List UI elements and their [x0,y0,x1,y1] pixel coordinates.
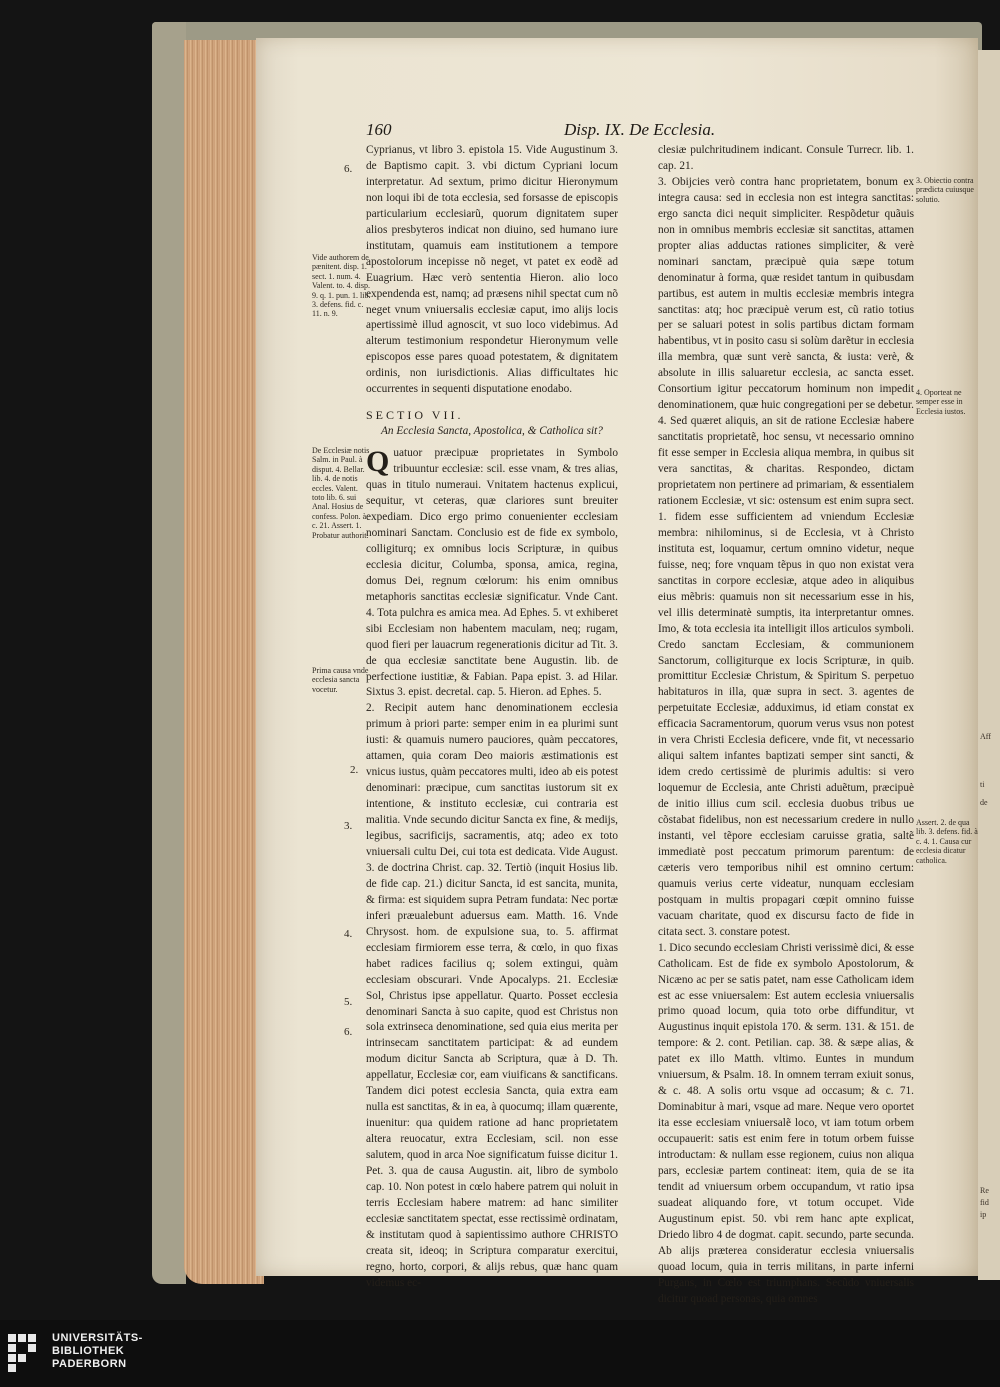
margin-number: 5. [344,996,353,1008]
paragraph: clesiæ pulchritudinem indicant. Consule Turrecr. lib. 1. cap. 21. [658,144,914,172]
running-title: Disp. IX. De Ecclesia. [564,120,716,139]
library-logo-icon [6,1330,50,1380]
margin-note: De Ecclesiæ notis Salm. in Paul. à disput. 4. Bellar. lib. 4. de notis eccles. Valent. toto lib. 6. sui Anal. Hosius de confess. Polon. à c. 21. Assert. 1. Probatur authorit. [312,446,370,540]
facing-fragment: Aff [980,732,991,741]
right-column [658,143,914,1308]
margin-number: 2. [350,764,359,776]
margin-number: 6. [344,163,353,175]
paragraph-text: uatuor præcipuæ proprietates in Symbolo tribuuntur ecclesiæ: scil. esse vnam, & tres alias, quas in titulo numeraui. Vnitatem hactenus explicui, sequitur, vt ceteras, quæ clariores sunt breuiter expediam. Dico ergo primo conuenienter ecclesiam nominari Sanctam. Conclusio est de fide ex symbolo, colligiturq; ex omnibus locis Scripturæ, in quibus ecclesia dicitur, Columba, sponsa, amica, regina, domus Dei, regnum cœlorum: his enim omnibus metaphoris sanctitas ecclesiæ significatur. Vnde Cant. 4. Tota pulchra es amica mea. Ad Ephes. 5. vt exhiberet sibi Ecclesiam non habentem maculam, neq; rugam, quod fieri per lauacrum regenerationis dicitur ad Tit. 3. de qua ecclesiæ sanctitate bene Augustin. lib. de perfectione iustitiæ, & Fabian. Papa epist. 3. ad Hilar. Sixtus 3. epist. decretal. cap. 5. Hieron. ad Ephes. 5. [366,447,618,699]
facing-fragment: de [980,798,988,807]
page-fore-edge [184,40,264,1284]
margin-note: Prima causa vnde ecclesia sancta vocetur. [312,666,369,694]
facing-page-edge [978,50,1000,1280]
running-head [256,120,978,144]
left-column [366,143,618,1292]
book-cover-spine [152,22,186,1284]
facing-fragment: fid [980,1198,989,1207]
margin-number: 6. [344,1026,353,1038]
section-heading: SECTIO VII. [366,408,464,423]
margin-number: 3. [344,820,353,832]
margin-note: 4. Oporteat ne semper esse in Ecclesia iustos. [916,388,966,416]
drop-capital: Q [366,445,390,479]
library-name [52,1332,143,1371]
facing-fragment: ti [980,780,985,789]
paragraph: 2. Recipit autem hanc denominationem ecclesia primum à priori parte: semper enim in ea plurimi sunt iusti: & quamuis numero pauciores, quàm peccatores, attamen, quia coram Deo maioris æstimationis est vnicus iustus, quàm peccatores multi, ideo ab eis potest denominari: præcipue, cum sanctitas iustorum sit ex intentione, & instituto ecclesiæ, cui contraria est malitia. Vnde secundo dicitur Sancta ex fine, & medijs, legibus, sacrificijs, sacramentis, atq; adeo ex toto vniuersali cultu Dei, cui tota est dedicata. Vide August. 3. de doctrina Christ. cap. 32. Tertiò (inquit Hosius lib. de fide cap. 21.) dicitur Sancta, id est sancita, munita, & firma: est siquidem supra Petram fundata: Nec portæ inferi præualebunt aduersus eam. Matth. 16. Vnde Chrysost. hom. de expulsione sua, to. 5. affirmat ecclesiam firmiorem esse terra, & cœlo, in quo fixas habet radices facilius q; solem extingui, quàm ecclesiam obscurari. Vnde Apocalyps. 21. Ecclesiæ Sol, Christus ipse appellatur. Quarto. Posset ecclesia denominari Sancta à suo capite, quod est Christus non sola extrinseca denominatione, sed quia eius merita per intrinsecam sanctitatem participat: & ad eundem modum dicitur Sancta ab Scriptura, quæ à D. Th. appellatur, Ecclesiæ cor, eam viuificans & sanctificans. Tandem dici potest ecclesia Sancta, quia extra eam nulla est sanctitas, & in ea, à quocumq; illam quærente, inuenitur: qua quidem ratione ad hanc proprietatem altera reuocatur, extra Ecclesiam, scil. non esse salutem, quod in arca Noe significatum fuisse dicitur 1. Pet. 3. qua de causa Augustin. ait, libro de symbolo cap. 10. Non potest in cœlo habere patrem qui noluit in terris Ecclesiam habere matrem: ad hanc similiter ecclesiæ sanctitatem spectat, esse rectissimè ordinatam, & institutam quod à sapientissimo authore CHRISTO creata sit, ideoq; in Scriptura comparatur exercitui, regno, horto, corpori, & alijs rebus, quæ hanc quam videmus ec- [366,702,618,1289]
facing-fragment: ip [980,1210,987,1219]
page-number: 160 [366,120,392,139]
margin-note: Assert. 2. de qua lib. 3. defens. fid. à c. 4. 1. Causa cur ecclesia dicatur catholica. [916,818,978,865]
library-name-line: PADERBORN [52,1358,127,1370]
margin-note: 3. Obiectio contra prædicta cuiusque solutio. [916,176,974,204]
margin-note: Vide authorem de pænitent. disp. 1. sect. 1. num. 4. Valent. to. 4. disp. 9. q. 1. pun. 1. lib. 3. defens. fid. c. 11. n. 9. [312,253,371,319]
paragraph [366,446,618,701]
library-name-line: UNIVERSITÄTS- [52,1332,143,1344]
section-title: An Ecclesia Sancta, Apostolica, & Catholica sit? [381,425,603,438]
paragraph: 1. Dico secundo ecclesiam Christi verissimè dici, & esse Catholicam. Est de fide ex symbolo Apostolorum, & Nicæno ac per se satis patet, nam esse Catholicam idem est ac esse vniuersalem: Est autem ecclesia vniuersalis primo quoad locum, quia toto orbe diffunditur, vt Augustinus inquit epistola 170. & serm. 131. & 151. de tempore: & 2. cont. Petilian. cap. 38. & sæpe alias, & patet ex illo Matth. vltimo. Euntes in mundum vniuersum, & Psalm. 18. In omnem terram exiuit sonus, & c. 48. A solis ortu vsque ad occasum; & c. 71. Dominabitur à mari, vsque ad mare. Neque vero oportet ita esse ecclesiam vniuersalẽ loco, vt iam totum orbem occupauerit: satis est enim fere in totum orbem fuisse introductam: & nullam esse regionem, cuius non aliqua pars, ecclesiæ partem contineat: item, quia de se ita tendit ad vniuersum orbem occupandum, vt ratio ipsa suadeat aliquando fore, vt totum occupet. Vide Augustinum epist. 50. vbi rem hanc apte explicat, Driedo libro 4 de dogmat. capit. secundo, parte secunda. Ab alijs præterea consideratur ecclesia vniuersalis quoad locum, quia in terris militans, in parte inferni Purgans, in Cœlo est triumphans. Secũdo vniuersalis dicitur quoad personas, quia omnes [658,941,915,1305]
paragraph: 4. Sed quæret aliquis, an sit de ratione Ecclesiæ habere sanctitatis proprietatẽ, hoc sensu, vt necessario omnino fit esse semper in Ecclesia aliqua membra, in quibus sit vera sanctitas, & charitas. Respondeo, dictam proprietatem non pertinere ad primariam, & essentialem rationem Ecclesiæ, vt sic: ostensum est enim supra sect. 1. fidem esse sufficientem ad vniendum Ecclesiæ membra: nihilominus, si de Ecclesia, vt à Christo instituta est, loquamur, certum omnino videtur, neque fuisse, neq; fore vnquam tẽpus in quo non existat vera sanctitas in corpore ecclesiæ, atque adeo in aliquibus eius mẽbris: quamuis non sit necessarium esse in his, vel illis determinatè sumptis, ita interpretantur omnes. Imo, & tota ecclesia ita intelligit illos articulos symboli. Credo sanctam Ecclesiam, & communionem Sanctorum, colligiturque ex locis Scripturæ, in quib. promittitur Ecclesiæ Christum, & Spiritum S. perpetuo habitaturos in illa, quæ supra in sect. 3. agentes de perpetuitate Ecclesiæ, adduximus, id etiam constat ex efficacia Sacramentorum, quorum verus vsus non potest in vera Christi Ecclesia deficere, vnde fit, vt necessario aliqui saltem infantes baptizati semper sint sancti, & idem credo certissimè de plurimis adultis: si vero loquemur de Ecclesia, ante Christi aduẽtum, præcipuè de initio illius cum scil. ecclesia duobus tribus ue cõstabat fidelibus, non est necessarium credere in nullo instanti, vel tẽpore ecclesiam caruisse gratia, saltẽ immediatè post peccatum primorum parentum: de cæteris vero temporibus nihil est omnino certum: quamuis verius certe videatur, nunquam ecclesiam postquam in multis propagari cœpit omnino fuisse vacuam charitate, quod ex discursu facto de fide in citata sect. 3. constare potest. [658,415,914,938]
paragraph: 3. Obijcies verò contra hanc proprietatem, bonum ex integra causa: sed in ecclesia non est integra sanctitas: ergo sancta dici nequit simpliciter. Respõdetur quãuis non in omnibus membris ecclesiæ sit sanctitas, attamen propter alias adductas rationes simpliciter, & verè nominari sanctam, præcipuè quia sæpe totum denominatur à forma, quæ residet tantum in quibusdam partibus, est autem in multis ecclesiæ membris integra sanctitas: atq; hoc præcipuè verum est, cũ ratio totius per se saluari potest in solis partibus dictam formam habentibus, vt in posito casu si solùm darẽtur in ecclesia illa membra, quæ sunt verè sancta, & iusta: verè, & absolute in illis saluaretur ecclesia, ac sancta esset. Consortium igitur peccatorum hominum non impedit denominationem, quæ huic congregationi per se debetur. [658,175,914,412]
facing-fragment: Re [980,1186,989,1195]
margin-number: 4. [344,928,353,940]
paragraph: Cyprianus, vt libro 3. epistola 15. Vide Augustinum 3. de Baptismo capit. 3. vbi dictum Cypriani locum interpretatur. Ad sextum, primo dicitur Hieronymum non loqui ibi de tota ecclesia, sed forsasse de episcopis particularium ecclesiarũ, quorum dignitatem super alios presbyteros indicat non diuino, sed humano iure institutam, quamuis eam institutionem a tempore apostolorum incepisse nõ neget, vt patet ex eodẽ ad Euagrium. Hæc verò sententia Hieron. alio loco expendenda est, namq; ad præsens nihil spectat cum nõ neget vnum vniuersalis ecclesiæ caput, imo alijs locis apertissimè illud agnoscit, vt suo loco videbimus. Ad alterum testimonium respondetur Hieronymum velle episcopos esse pares quoad potestatem, & dignitatem ordinis, non iurisdictionis. Alias difficultates hic occurrentes in sequenti disputatione enodabo. [366,144,618,396]
library-name-line: BIBLIOTHEK [52,1345,125,1357]
library-footer [0,1320,1000,1387]
book-page [256,38,978,1305]
